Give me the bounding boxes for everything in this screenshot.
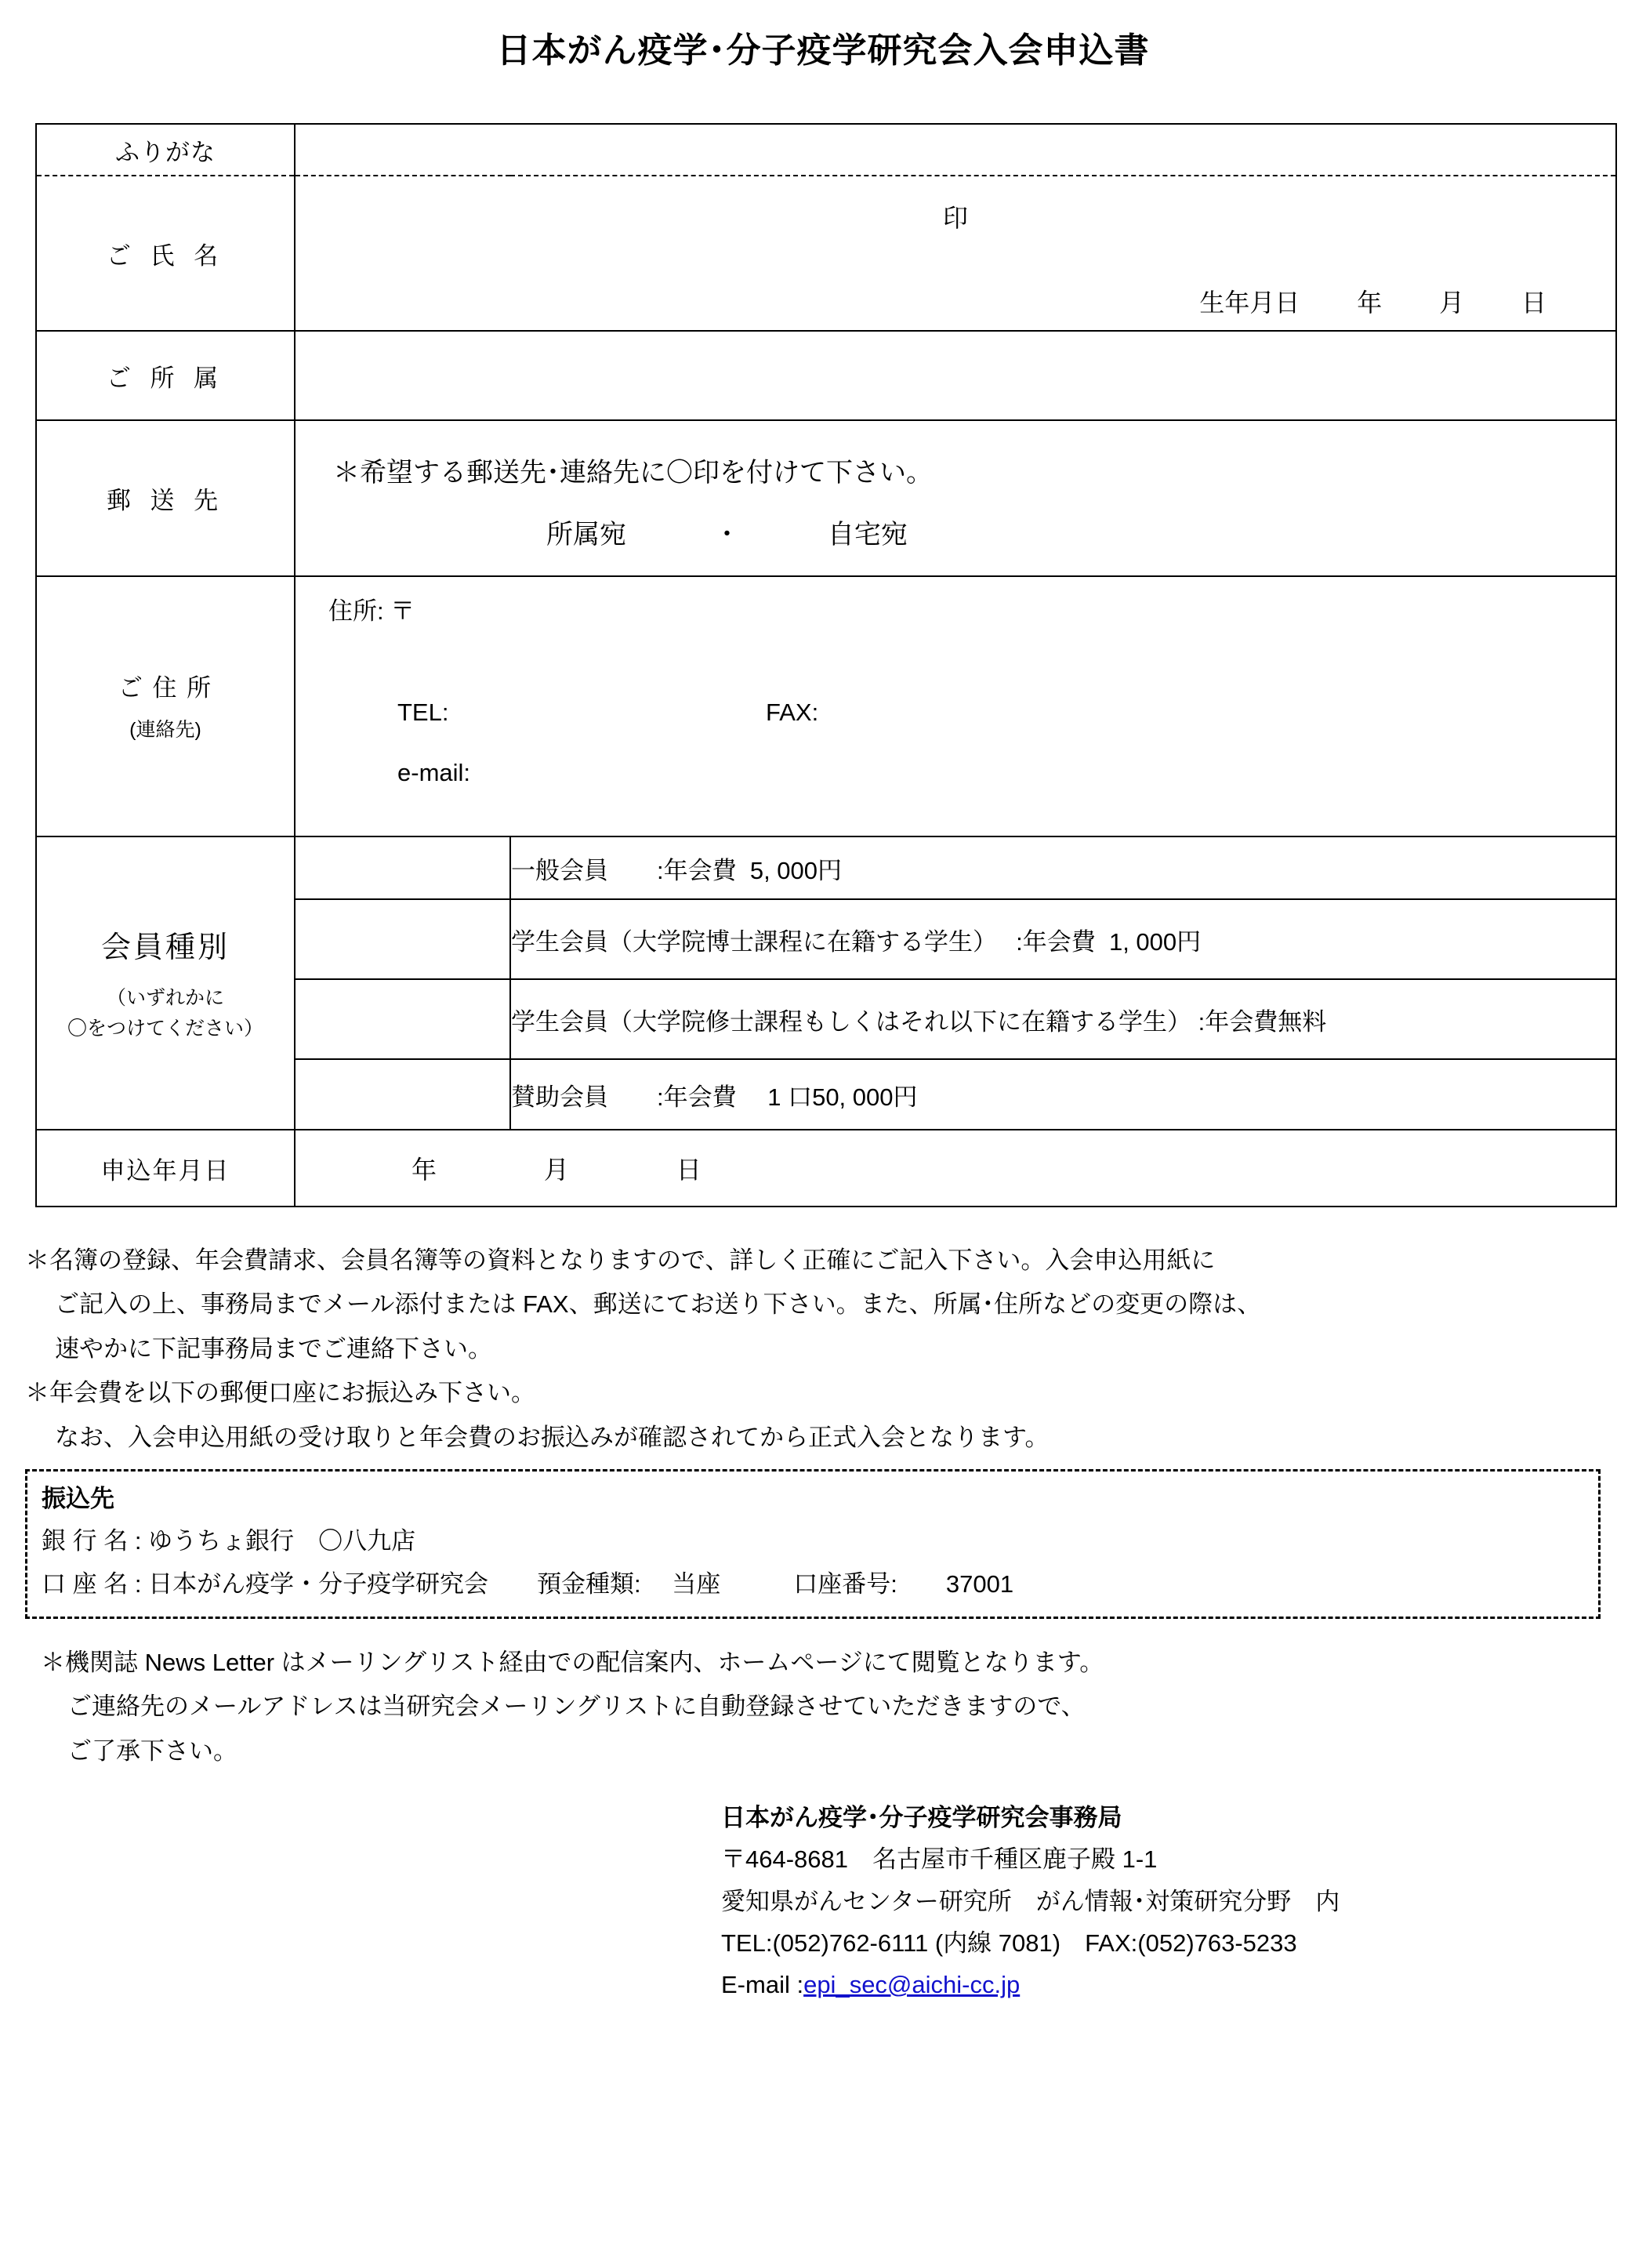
- office-name: 日本がん疫学･分子疫学研究会事務局: [721, 1804, 1122, 1831]
- newsletter-notes-block: [41, 1641, 1646, 1773]
- birthdate-label: 生年月日 年 月 日: [1199, 288, 1546, 317]
- newsletter-note-line-3: ご了承下さい。: [67, 1736, 237, 1765]
- member-type-checkbox-1[interactable]: [295, 836, 510, 899]
- office-email-row: [721, 1964, 1646, 2005]
- name-label: ご 氏 名: [36, 176, 295, 331]
- furigana-label: ふりがな: [36, 124, 295, 176]
- address-email-label[interactable]: e-mail:: [397, 759, 471, 786]
- member-type-note-line1: （いずれかに: [106, 986, 224, 1009]
- address-tel-label[interactable]: TEL:: [397, 699, 449, 726]
- table-row-member-type-1: [36, 836, 1616, 899]
- member-type-checkbox-4[interactable]: [295, 1059, 510, 1130]
- note-line-1: ＊名簿の登録、年会費請求、会員名簿等の資料となりますので、詳しく正確にご記入下さい。入会申込用紙に: [25, 1246, 1216, 1274]
- newsletter-note-line-1: ＊機関誌 News Letter はメーリングリスト経由での配信案内、ホームページにて閲覧となります。: [41, 1648, 1104, 1676]
- application-date-label: 申込年月日: [36, 1130, 295, 1207]
- notes-block: [25, 1239, 1616, 1460]
- bank-transfer-box: [25, 1469, 1601, 1619]
- member-type-option-1: 一般会員 :年会費 5, 000円: [510, 836, 1616, 899]
- mailing-label: 郵 送 先: [36, 420, 295, 576]
- member-type-note-line2: 〇をつけてください）: [67, 1017, 263, 1040]
- address-fax-label[interactable]: FAX:: [766, 699, 819, 726]
- office-postal-address: 〒464-8681 名古屋市千種区鹿子殿 1-1: [721, 1845, 1158, 1874]
- note-line-3: 速やかに下記事務局までご連絡下さい。: [55, 1334, 492, 1363]
- bank-box-title: 振込先: [42, 1485, 114, 1513]
- table-row-mailing: [36, 420, 1616, 576]
- page-title: 日本がん疫学･分子疫学研究会入会申込書: [496, 31, 1150, 70]
- name-input-area[interactable]: [295, 176, 1616, 331]
- newsletter-note-line-2: ご連絡先のメールアドレスは当研究会メーリングリストに自動登録させていただきますので、: [67, 1693, 1086, 1721]
- member-type-checkbox-3[interactable]: [295, 979, 510, 1059]
- bank-account-line: 口 座 名 : 日本がん疫学・分子疫学研究会 預金種類: 当座 口座番号: 37001: [42, 1569, 1014, 1598]
- mailing-choices[interactable]: 所属宛 ・ 自宅宛: [546, 520, 908, 550]
- address-label: ご 住 所: [118, 673, 213, 702]
- application-form-table: [35, 123, 1617, 1207]
- member-type-label: 会員種別: [100, 931, 230, 964]
- note-line-2: ご記入の上、事務局までメール添付または FAX、郵送にてお送り下さい。また、所属･住所などの変更の際は、: [55, 1290, 1262, 1319]
- member-type-option-3: 学生会員（大学院修士課程もしくはそれ以下に在籍する学生） :年会費無料: [510, 979, 1616, 1059]
- member-type-label-cell: [36, 836, 295, 1130]
- address-sublabel: (連絡先): [129, 718, 201, 741]
- affiliation-label: ご 所 属: [36, 331, 295, 420]
- table-row-address: [36, 576, 1616, 836]
- furigana-input-area[interactable]: [295, 124, 1616, 176]
- member-type-option-4: 賛助会員 :年会費 1 口50, 000円: [510, 1059, 1616, 1130]
- application-date-input-area[interactable]: [295, 1130, 1616, 1207]
- member-type-note: [37, 983, 294, 1044]
- address-zip-label[interactable]: 住所: 〒: [328, 597, 415, 625]
- affiliation-input-area[interactable]: [295, 331, 1616, 420]
- address-label-cell: [36, 576, 295, 836]
- member-type-option-2: 学生会員（大学院博士課程に在籍する学生） :年会費 1, 000円: [510, 899, 1616, 979]
- application-date-value: 年 月 日: [412, 1156, 702, 1184]
- note-line-5: なお、入会申込用紙の受け取りと年会費のお振込みが確認されてから正式入会となります。: [55, 1423, 1050, 1451]
- address-content: [295, 576, 1616, 836]
- office-phone-fax: TEL:(052)762-6111 (内線 7081) FAX:(052)763-5233: [721, 1929, 1297, 1957]
- seal-mark-label: 印: [942, 204, 969, 232]
- table-row-furigana: [36, 124, 1616, 176]
- mailing-instruction: ＊希望する郵送先･連絡先に〇印を付けて下さい。: [333, 457, 933, 488]
- table-row-affiliation: [36, 331, 1616, 420]
- table-row-name: [36, 176, 1616, 331]
- office-contact-block: [0, 1797, 1646, 2006]
- office-email-label: E-mail :: [721, 1971, 804, 1999]
- office-email-link[interactable]: epi_sec@aichi-cc.jp: [803, 1971, 1021, 1999]
- bank-name-line: 銀 行 名 : ゆうちょ銀行 〇八九店: [42, 1527, 416, 1555]
- note-line-4: ＊年会費を以下の郵便口座にお振込み下さい。: [25, 1379, 535, 1407]
- office-institution: 愛知県がんセンター研究所 がん情報･対策研究分野 内: [721, 1887, 1340, 1915]
- mailing-content: [295, 420, 1616, 576]
- member-type-checkbox-2[interactable]: [295, 899, 510, 979]
- table-row-application-date: [36, 1130, 1616, 1207]
